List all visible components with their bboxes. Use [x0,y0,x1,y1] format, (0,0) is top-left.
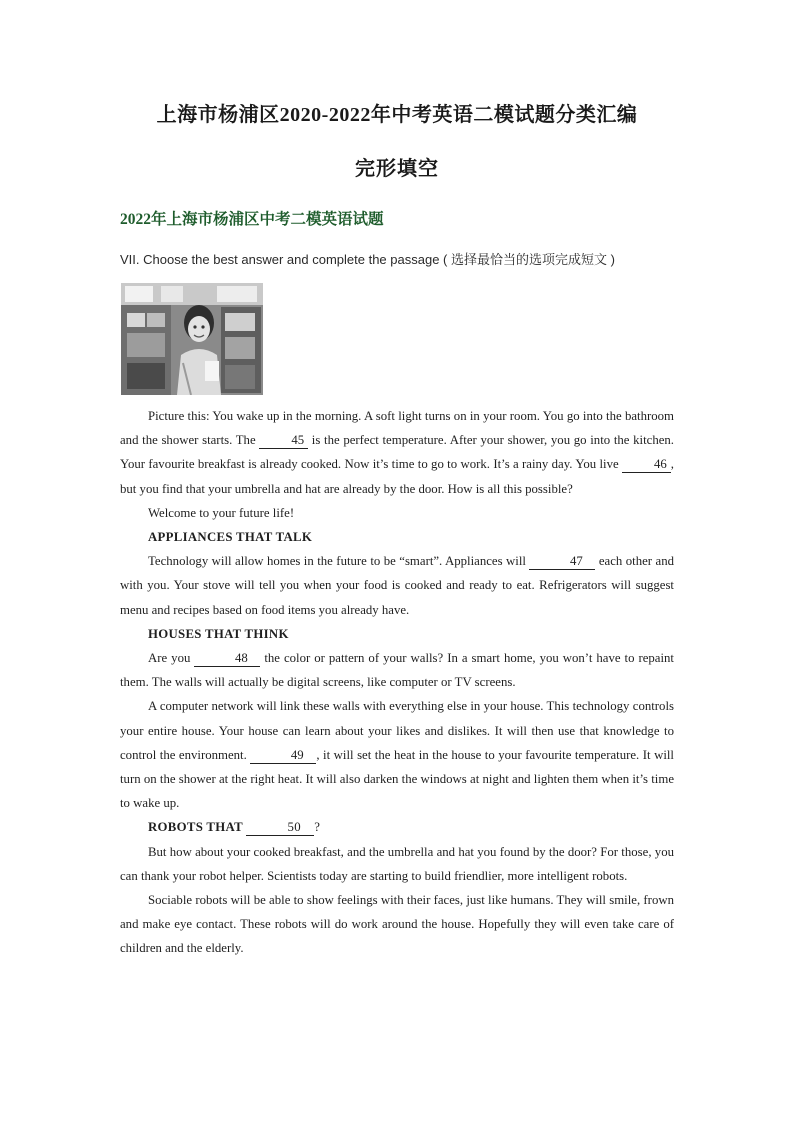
passage [120,404,674,961]
paragraph-6: But how about your cooked breakfast, and the umbrella and hat you found by the door? For those, you can thank your robot helper. Scientists today are starting to build friendlier, more intelligent robots. [120,844,674,883]
passage-photo [121,283,263,395]
heading-houses: HOUSES THAT THINK [148,626,289,641]
paragraph-4 [120,646,674,694]
blank-49: 49 [250,747,316,764]
blank-48: 48 [194,650,260,667]
paragraph-text: Technology will allow homes in the future to be “smart”. Appliances will [148,554,530,569]
blank-45: 45 [259,432,308,449]
paragraph-text: Picture this: You wake up in the morning. A soft light turns on in your room. You go into the bathroom and the shower starts. The [120,409,674,448]
paragraph-text: , it will set the heat in the house to your favourite temperature. It will turn on the shower at the right heat. It will also darken the windows at night and lighten them when it’s time to wake up. [120,747,674,811]
paragraph-2: Welcome to your future life! [148,505,295,520]
paragraph-text: A computer network will link these walls with everything else in your house. This technology controls your entire house. Your house can learn about your likes and dislikes. It will then use that knowledge to control the environment. [120,699,674,762]
paragraph-text: is the perfect temperature. After your shower, you go into the kitchen. Your favourite breakfast is already cooked. Now it’s time to go to work. It’s a rainy day. You live [120,433,674,472]
paragraph-text: , but you find that your umbrella and hat are already by the door. How is all this possible? [120,457,674,496]
blank-47: 47 [529,553,595,570]
heading-robots [120,815,674,839]
document-subtitle: 完形填空 [355,158,439,180]
paragraph-7: Sociable robots will be able to show feelings with their faces, just like humans. They will smile, frown and make eye contact. These robots will do work around the house. Hopefully they will even take care of children and the elderly. [120,893,674,956]
paragraph-1 [120,404,674,501]
paragraph-text: Are you [148,651,195,666]
photo-image [121,283,263,395]
document-title: 上海市杨浦区2020-2022年中考英语二模试题分类汇编 [156,104,638,126]
paragraph-text: each other and with you. Your stove will tell you when your food is cooked and ready to eat. Refrigerators will suggest menu and recipes based on food items you already have. [120,554,674,617]
heading-text: ROBOTS THAT [148,820,247,835]
section-title: 2022年上海市杨浦区中考二模英语试题 [120,211,384,228]
question-instruction: VII. Choose the best answer and complete the passage ( 选择最恰当的选项完成短文 ) [120,252,615,267]
heading-end: ? [314,820,321,835]
paragraph-text: the color or pattern of your walls? In a smart home, you won’t have to repaint them. The walls will actually be digital screens, like computer or TV screens. [120,651,674,690]
heading-appliances: APPLIANCES THAT TALK [148,530,313,545]
blank-46: 46 [622,456,671,473]
blank-50: 50 [246,819,314,836]
paragraph-3 [120,549,674,622]
paragraph-5 [120,694,674,815]
